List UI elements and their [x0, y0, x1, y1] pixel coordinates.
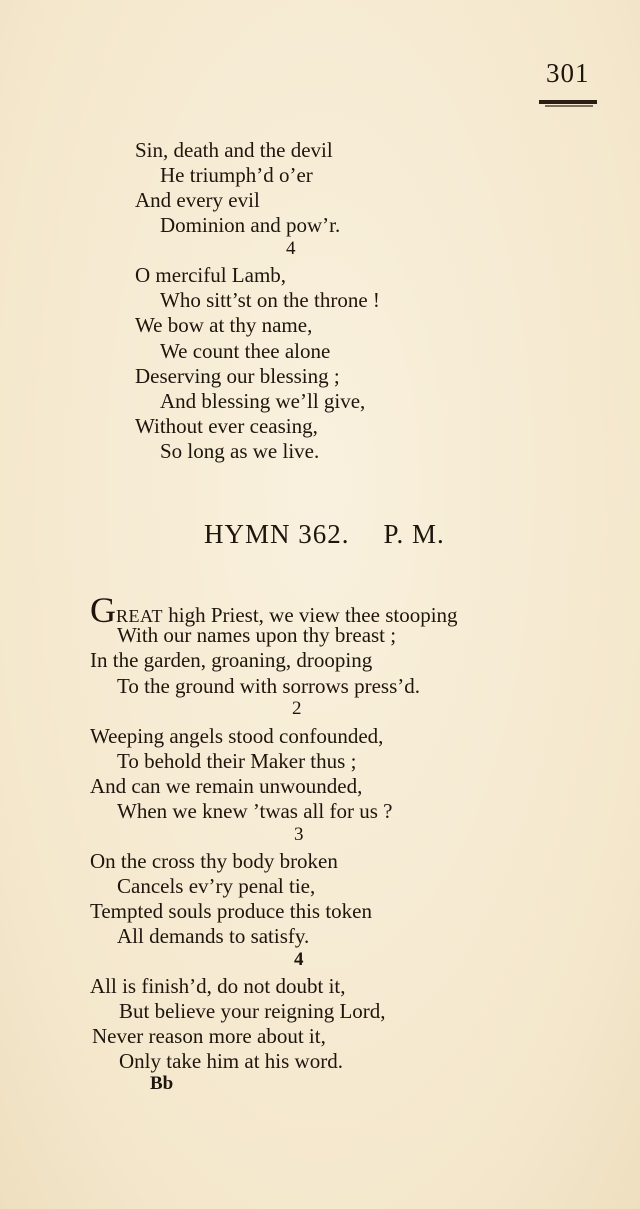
verse-line: To behold their Maker thus ; [117, 749, 357, 773]
verse-line: So long as we live. [160, 439, 320, 463]
verse-line: All demands to satisfy. [117, 924, 310, 948]
verse-line: Dominion and pow’r. [160, 213, 341, 237]
stanza-number: 2 [292, 698, 302, 719]
signature-mark: Bb [150, 1073, 174, 1094]
verse-line: Weeping angels stood confounded, [90, 724, 384, 748]
verse-line: But believe your reigning Lord, [119, 999, 386, 1023]
verse-line: O merciful Lamb, [135, 263, 287, 287]
hymn-title [204, 519, 479, 550]
page-number: 301 [546, 58, 590, 88]
verse-line: He triumph’d o’er [160, 163, 313, 187]
verse-line: Sin, death and the devil [135, 138, 333, 162]
verse-line: And every evil [135, 188, 260, 212]
stanza-number: 3 [294, 824, 304, 845]
hymn-number: HYMN 362. [204, 519, 350, 549]
verse-line: And can we remain unwounded, [90, 774, 363, 798]
verse-line: On the cross thy body broken [90, 849, 338, 873]
verse-line: In the garden, groaning, drooping [90, 648, 373, 672]
hymn-meter: P. M. [383, 519, 445, 549]
drop-cap: G [90, 590, 116, 630]
verse-line: We bow at thy name, [135, 313, 313, 337]
verse-line: Deserving our blessing ; [135, 364, 340, 388]
verse-line: When we knew ’twas all for us ? [117, 799, 393, 823]
stanza-number: 4 [294, 949, 304, 970]
verse-line: We count thee alone [160, 339, 331, 363]
stanza-number: 4 [286, 238, 296, 259]
verse-line: Cancels ev’ry penal tie, [117, 874, 316, 898]
verse-line: Tempted souls produce this token [90, 899, 372, 923]
verse-line-rest: high Priest, we view thee stooping [163, 603, 458, 627]
verse-line: All is finish’d, do not doubt it, [90, 974, 346, 998]
header-rule [539, 97, 597, 109]
verse-line: Without ever ceasing, [135, 414, 318, 438]
small-caps: REAT [116, 606, 163, 626]
verse-line: And blessing we’ll give, [160, 389, 366, 413]
verse-line: Who sitt’st on the throne ! [160, 288, 380, 312]
verse-line: With our names upon thy breast ; [117, 623, 397, 647]
verse-line: To the ground with sorrows press’d. [117, 674, 420, 698]
verse-line: Never reason more about it, [92, 1024, 326, 1048]
verse-line: Only take him at his word. [119, 1049, 343, 1073]
